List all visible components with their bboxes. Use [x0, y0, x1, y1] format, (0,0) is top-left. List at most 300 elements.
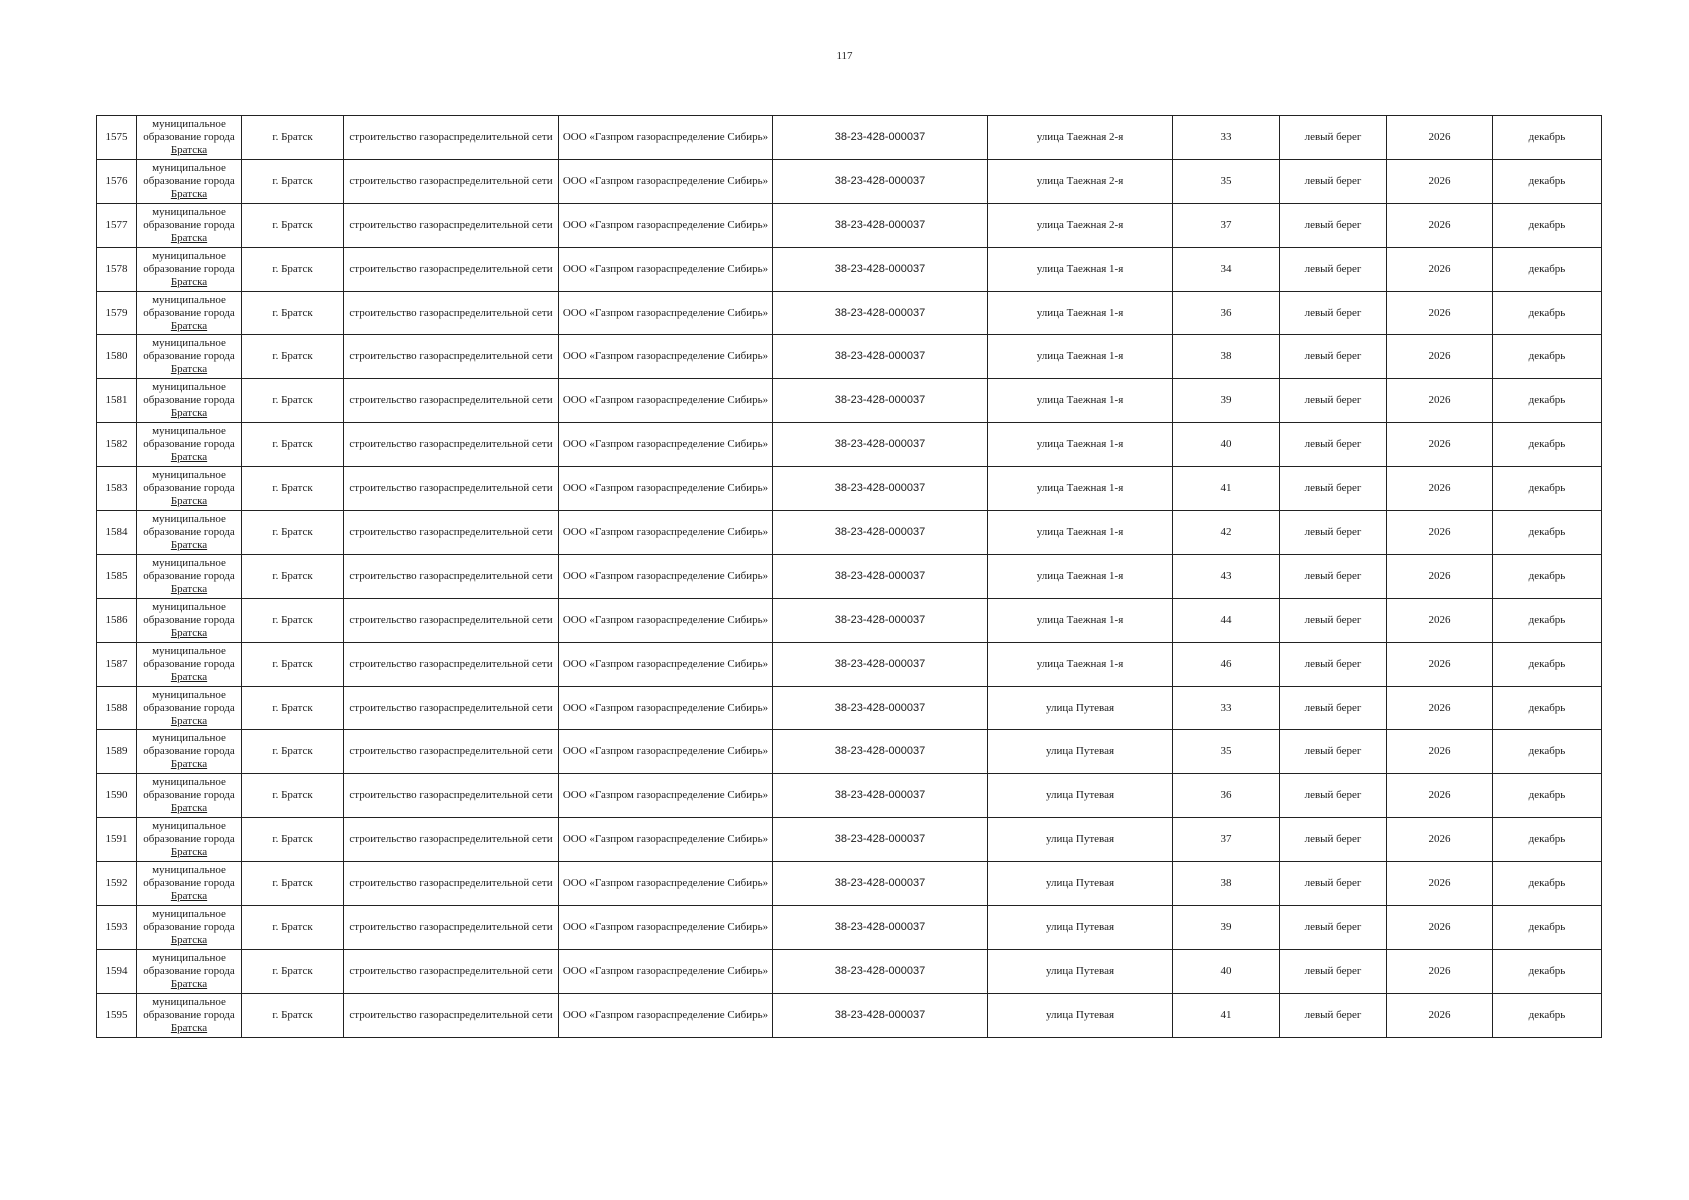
cadastral-number-cell: 38-23-428-000037 — [773, 247, 988, 291]
work-type-cell: строительство газораспределительной сети — [344, 598, 559, 642]
municipality-line: муниципальное — [152, 820, 226, 833]
municipality-line: Братска — [170, 407, 208, 420]
municipality-line: образование города — [143, 877, 235, 890]
month-cell: декабрь — [1493, 423, 1602, 467]
municipality-line: муниципальное — [152, 425, 226, 438]
house-number-cell: 46 — [1173, 642, 1280, 686]
municipality-line: образование города — [143, 394, 235, 407]
municipality-cell — [137, 686, 242, 730]
organization-cell: ООО «Газпром газораспределение Сибирь» — [559, 467, 773, 511]
river-bank-cell: левый берег — [1280, 379, 1387, 423]
municipality-line: муниципальное — [152, 951, 226, 964]
river-bank-cell: левый берег — [1280, 906, 1387, 950]
work-type-cell: строительство газораспределительной сети — [344, 906, 559, 950]
year-cell: 2026 — [1387, 993, 1493, 1037]
table-row — [97, 993, 1602, 1037]
year-cell: 2026 — [1387, 818, 1493, 862]
month-cell: декабрь — [1493, 642, 1602, 686]
municipality-line: образование города — [143, 262, 235, 275]
work-type-cell: строительство газораспределительной сети — [344, 686, 559, 730]
house-number-cell: 39 — [1173, 379, 1280, 423]
city-cell: г. Братск — [242, 423, 344, 467]
street-cell: улица Путевая — [988, 993, 1173, 1037]
street-cell: улица Таежная 1-я — [988, 379, 1173, 423]
organization-cell: ООО «Газпром газораспределение Сибирь» — [559, 730, 773, 774]
municipality-line: муниципальное — [152, 117, 226, 130]
street-cell: улица Путевая — [988, 862, 1173, 906]
street-cell: улица Путевая — [988, 906, 1173, 950]
month-cell: декабрь — [1493, 906, 1602, 950]
city-cell: г. Братск — [242, 116, 344, 160]
year-cell: 2026 — [1387, 554, 1493, 598]
city-cell: г. Братск — [242, 554, 344, 598]
house-number-cell: 42 — [1173, 511, 1280, 555]
river-bank-cell: левый берег — [1280, 818, 1387, 862]
municipality-cell — [137, 554, 242, 598]
month-cell: декабрь — [1493, 598, 1602, 642]
municipality-line: образование города — [143, 701, 235, 714]
street-cell: улица Таежная 1-я — [988, 247, 1173, 291]
table-row — [97, 862, 1602, 906]
street-cell: улица Путевая — [988, 730, 1173, 774]
table-row — [97, 949, 1602, 993]
row-number-cell: 1575 — [97, 116, 137, 160]
city-cell: г. Братск — [242, 818, 344, 862]
row-number-cell: 1578 — [97, 247, 137, 291]
municipality-line: Братска — [170, 846, 208, 859]
table-row — [97, 335, 1602, 379]
municipality-line: образование города — [143, 525, 235, 538]
river-bank-cell: левый берег — [1280, 949, 1387, 993]
work-type-cell: строительство газораспределительной сети — [344, 116, 559, 160]
work-type-cell: строительство газораспределительной сети — [344, 862, 559, 906]
municipality-cell — [137, 906, 242, 950]
work-type-cell: строительство газораспределительной сети — [344, 554, 559, 598]
municipality-line: муниципальное — [152, 644, 226, 657]
city-cell: г. Братск — [242, 686, 344, 730]
year-cell: 2026 — [1387, 862, 1493, 906]
municipality-line: муниципальное — [152, 469, 226, 482]
municipality-cell — [137, 423, 242, 467]
city-cell: г. Братск — [242, 774, 344, 818]
row-number-cell: 1589 — [97, 730, 137, 774]
organization-cell: ООО «Газпром газораспределение Сибирь» — [559, 379, 773, 423]
table-row — [97, 774, 1602, 818]
municipality-line: муниципальное — [152, 249, 226, 262]
municipality-line: образование города — [143, 745, 235, 758]
city-cell: г. Братск — [242, 203, 344, 247]
cadastral-number-cell: 38-23-428-000037 — [773, 335, 988, 379]
cadastral-number-cell: 38-23-428-000037 — [773, 730, 988, 774]
house-number-cell: 44 — [1173, 598, 1280, 642]
table-row — [97, 247, 1602, 291]
month-cell: декабрь — [1493, 291, 1602, 335]
organization-cell: ООО «Газпром газораспределение Сибирь» — [559, 993, 773, 1037]
municipality-cell — [137, 818, 242, 862]
month-cell: декабрь — [1493, 554, 1602, 598]
municipality-line: Братска — [170, 714, 208, 727]
house-number-cell: 35 — [1173, 159, 1280, 203]
month-cell: декабрь — [1493, 247, 1602, 291]
organization-cell: ООО «Газпром газораспределение Сибирь» — [559, 159, 773, 203]
work-type-cell: строительство газораспределительной сети — [344, 247, 559, 291]
municipality-line: муниципальное — [152, 293, 226, 306]
municipality-line: образование города — [143, 438, 235, 451]
table-row — [97, 554, 1602, 598]
municipality-line: Братска — [170, 890, 208, 903]
row-number-cell: 1577 — [97, 203, 137, 247]
river-bank-cell: левый берег — [1280, 159, 1387, 203]
municipality-line: Братска — [170, 319, 208, 332]
municipality-cell — [137, 774, 242, 818]
registry-body — [97, 116, 1602, 1038]
row-number-cell: 1585 — [97, 554, 137, 598]
river-bank-cell: левый берег — [1280, 423, 1387, 467]
table-row — [97, 203, 1602, 247]
year-cell: 2026 — [1387, 467, 1493, 511]
cadastral-number-cell: 38-23-428-000037 — [773, 159, 988, 203]
organization-cell: ООО «Газпром газораспределение Сибирь» — [559, 642, 773, 686]
municipality-cell — [137, 203, 242, 247]
year-cell: 2026 — [1387, 159, 1493, 203]
city-cell: г. Братск — [242, 291, 344, 335]
river-bank-cell: левый берег — [1280, 730, 1387, 774]
municipality-line: муниципальное — [152, 995, 226, 1008]
row-number-cell: 1580 — [97, 335, 137, 379]
cadastral-number-cell: 38-23-428-000037 — [773, 818, 988, 862]
municipality-cell — [137, 379, 242, 423]
cadastral-number-cell: 38-23-428-000037 — [773, 598, 988, 642]
municipality-cell — [137, 598, 242, 642]
month-cell: декабрь — [1493, 818, 1602, 862]
municipality-line: Братска — [170, 187, 208, 200]
river-bank-cell: левый берег — [1280, 335, 1387, 379]
river-bank-cell: левый берег — [1280, 291, 1387, 335]
river-bank-cell: левый берег — [1280, 554, 1387, 598]
month-cell: декабрь — [1493, 467, 1602, 511]
work-type-cell: строительство газораспределительной сети — [344, 423, 559, 467]
street-cell: улица Таежная 1-я — [988, 335, 1173, 379]
street-cell: улица Таежная 1-я — [988, 554, 1173, 598]
river-bank-cell: левый берег — [1280, 598, 1387, 642]
row-number-cell: 1579 — [97, 291, 137, 335]
cadastral-number-cell: 38-23-428-000037 — [773, 686, 988, 730]
table-row — [97, 642, 1602, 686]
municipality-line: Братска — [170, 363, 208, 376]
cadastral-number-cell: 38-23-428-000037 — [773, 116, 988, 160]
municipality-line: образование города — [143, 350, 235, 363]
house-number-cell: 35 — [1173, 730, 1280, 774]
municipality-cell — [137, 159, 242, 203]
registry-table — [96, 115, 1602, 1038]
month-cell: декабрь — [1493, 993, 1602, 1037]
work-type-cell: строительство газораспределительной сети — [344, 467, 559, 511]
organization-cell: ООО «Газпром газораспределение Сибирь» — [559, 247, 773, 291]
row-number-cell: 1583 — [97, 467, 137, 511]
river-bank-cell: левый берег — [1280, 993, 1387, 1037]
street-cell: улица Таежная 1-я — [988, 511, 1173, 555]
month-cell: декабрь — [1493, 862, 1602, 906]
row-number-cell: 1590 — [97, 774, 137, 818]
municipality-cell — [137, 116, 242, 160]
year-cell: 2026 — [1387, 423, 1493, 467]
work-type-cell: строительство газораспределительной сети — [344, 642, 559, 686]
row-number-cell: 1584 — [97, 511, 137, 555]
street-cell: улица Таежная 1-я — [988, 598, 1173, 642]
city-cell: г. Братск — [242, 511, 344, 555]
work-type-cell: строительство газораспределительной сети — [344, 203, 559, 247]
street-cell: улица Путевая — [988, 774, 1173, 818]
row-number-cell: 1595 — [97, 993, 137, 1037]
organization-cell: ООО «Газпром газораспределение Сибирь» — [559, 423, 773, 467]
cadastral-number-cell: 38-23-428-000037 — [773, 949, 988, 993]
page-number: 117 — [836, 50, 853, 62]
river-bank-cell: левый берег — [1280, 511, 1387, 555]
organization-cell: ООО «Газпром газораспределение Сибирь» — [559, 116, 773, 160]
table-row — [97, 818, 1602, 862]
house-number-cell: 41 — [1173, 467, 1280, 511]
house-number-cell: 41 — [1173, 993, 1280, 1037]
table-row — [97, 467, 1602, 511]
city-cell: г. Братск — [242, 598, 344, 642]
row-number-cell: 1576 — [97, 159, 137, 203]
house-number-cell: 33 — [1173, 686, 1280, 730]
year-cell: 2026 — [1387, 335, 1493, 379]
street-cell: улица Путевая — [988, 949, 1173, 993]
house-number-cell: 43 — [1173, 554, 1280, 598]
month-cell: декабрь — [1493, 686, 1602, 730]
municipality-line: Братска — [170, 933, 208, 946]
house-number-cell: 33 — [1173, 116, 1280, 160]
organization-cell: ООО «Газпром газораспределение Сибирь» — [559, 906, 773, 950]
year-cell: 2026 — [1387, 730, 1493, 774]
city-cell: г. Братск — [242, 906, 344, 950]
city-cell: г. Братск — [242, 949, 344, 993]
house-number-cell: 40 — [1173, 949, 1280, 993]
municipality-cell — [137, 862, 242, 906]
municipality-line: образование города — [143, 1008, 235, 1021]
municipality-line: муниципальное — [152, 688, 226, 701]
year-cell: 2026 — [1387, 774, 1493, 818]
street-cell: улица Таежная 1-я — [988, 291, 1173, 335]
municipality-line: образование города — [143, 964, 235, 977]
municipality-line: образование города — [143, 657, 235, 670]
municipality-cell — [137, 467, 242, 511]
month-cell: декабрь — [1493, 379, 1602, 423]
municipality-line: Братска — [170, 758, 208, 771]
year-cell: 2026 — [1387, 949, 1493, 993]
municipality-line: Братска — [170, 538, 208, 551]
municipality-line: муниципальное — [152, 776, 226, 789]
city-cell: г. Братск — [242, 247, 344, 291]
table-row — [97, 906, 1602, 950]
cadastral-number-cell: 38-23-428-000037 — [773, 993, 988, 1037]
table-row — [97, 291, 1602, 335]
municipality-line: Братска — [170, 231, 208, 244]
municipality-line: образование города — [143, 482, 235, 495]
work-type-cell: строительство газораспределительной сети — [344, 818, 559, 862]
street-cell: улица Таежная 2-я — [988, 116, 1173, 160]
municipality-line: Братска — [170, 670, 208, 683]
month-cell: декабрь — [1493, 335, 1602, 379]
river-bank-cell: левый берег — [1280, 686, 1387, 730]
month-cell: декабрь — [1493, 511, 1602, 555]
year-cell: 2026 — [1387, 598, 1493, 642]
row-number-cell: 1586 — [97, 598, 137, 642]
house-number-cell: 38 — [1173, 862, 1280, 906]
cadastral-number-cell: 38-23-428-000037 — [773, 379, 988, 423]
municipality-line: образование города — [143, 920, 235, 933]
river-bank-cell: левый берег — [1280, 642, 1387, 686]
municipality-line: образование города — [143, 789, 235, 802]
municipality-line: муниципальное — [152, 381, 226, 394]
work-type-cell: строительство газораспределительной сети — [344, 774, 559, 818]
municipality-line: муниципальное — [152, 161, 226, 174]
street-cell: улица Путевая — [988, 818, 1173, 862]
cadastral-number-cell: 38-23-428-000037 — [773, 203, 988, 247]
year-cell: 2026 — [1387, 247, 1493, 291]
municipality-line: образование города — [143, 306, 235, 319]
cadastral-number-cell: 38-23-428-000037 — [773, 554, 988, 598]
year-cell: 2026 — [1387, 686, 1493, 730]
municipality-line: образование города — [143, 130, 235, 143]
work-type-cell: строительство газораспределительной сети — [344, 949, 559, 993]
year-cell: 2026 — [1387, 642, 1493, 686]
row-number-cell: 1582 — [97, 423, 137, 467]
municipality-line: муниципальное — [152, 600, 226, 613]
street-cell: улица Таежная 1-я — [988, 467, 1173, 511]
row-number-cell: 1581 — [97, 379, 137, 423]
municipality-line: Братска — [170, 275, 208, 288]
municipality-line: Братска — [170, 977, 208, 990]
municipality-line: образование города — [143, 833, 235, 846]
organization-cell: ООО «Газпром газораспределение Сибирь» — [559, 686, 773, 730]
municipality-line: Братска — [170, 582, 208, 595]
city-cell: г. Братск — [242, 379, 344, 423]
month-cell: декабрь — [1493, 116, 1602, 160]
table-row — [97, 159, 1602, 203]
municipality-line: Братска — [170, 143, 208, 156]
street-cell: улица Таежная 1-я — [988, 642, 1173, 686]
city-cell: г. Братск — [242, 642, 344, 686]
organization-cell: ООО «Газпром газораспределение Сибирь» — [559, 598, 773, 642]
house-number-cell: 36 — [1173, 774, 1280, 818]
month-cell: декабрь — [1493, 774, 1602, 818]
river-bank-cell: левый берег — [1280, 862, 1387, 906]
year-cell: 2026 — [1387, 511, 1493, 555]
cadastral-number-cell: 38-23-428-000037 — [773, 423, 988, 467]
work-type-cell: строительство газораспределительной сети — [344, 159, 559, 203]
municipality-line: муниципальное — [152, 512, 226, 525]
cadastral-number-cell: 38-23-428-000037 — [773, 467, 988, 511]
municipality-cell — [137, 511, 242, 555]
organization-cell: ООО «Газпром газораспределение Сибирь» — [559, 949, 773, 993]
work-type-cell: строительство газораспределительной сети — [344, 335, 559, 379]
municipality-cell — [137, 247, 242, 291]
city-cell: г. Братск — [242, 862, 344, 906]
house-number-cell: 39 — [1173, 906, 1280, 950]
table-row — [97, 730, 1602, 774]
month-cell: декабрь — [1493, 949, 1602, 993]
organization-cell: ООО «Газпром газораспределение Сибирь» — [559, 511, 773, 555]
year-cell: 2026 — [1387, 116, 1493, 160]
cadastral-number-cell: 38-23-428-000037 — [773, 511, 988, 555]
house-number-cell: 37 — [1173, 818, 1280, 862]
city-cell: г. Братск — [242, 335, 344, 379]
municipality-line: Братска — [170, 802, 208, 815]
cadastral-number-cell: 38-23-428-000037 — [773, 291, 988, 335]
river-bank-cell: левый берег — [1280, 247, 1387, 291]
organization-cell: ООО «Газпром газораспределение Сибирь» — [559, 203, 773, 247]
table-row — [97, 423, 1602, 467]
work-type-cell: строительство газораспределительной сети — [344, 730, 559, 774]
municipality-cell — [137, 730, 242, 774]
municipality-line: образование города — [143, 174, 235, 187]
municipality-cell — [137, 291, 242, 335]
organization-cell: ООО «Газпром газораспределение Сибирь» — [559, 862, 773, 906]
municipality-line: муниципальное — [152, 205, 226, 218]
river-bank-cell: левый берег — [1280, 116, 1387, 160]
house-number-cell: 37 — [1173, 203, 1280, 247]
row-number-cell: 1591 — [97, 818, 137, 862]
municipality-line: Братска — [170, 1021, 208, 1034]
street-cell: улица Таежная 2-я — [988, 159, 1173, 203]
municipality-line: муниципальное — [152, 337, 226, 350]
year-cell: 2026 — [1387, 379, 1493, 423]
street-cell: улица Путевая — [988, 686, 1173, 730]
table-row — [97, 598, 1602, 642]
river-bank-cell: левый берег — [1280, 203, 1387, 247]
municipality-line: образование города — [143, 569, 235, 582]
organization-cell: ООО «Газпром газораспределение Сибирь» — [559, 335, 773, 379]
work-type-cell: строительство газораспределительной сети — [344, 291, 559, 335]
row-number-cell: 1594 — [97, 949, 137, 993]
municipality-cell — [137, 642, 242, 686]
house-number-cell: 36 — [1173, 291, 1280, 335]
row-number-cell: 1587 — [97, 642, 137, 686]
municipality-line: Братска — [170, 626, 208, 639]
year-cell: 2026 — [1387, 203, 1493, 247]
organization-cell: ООО «Газпром газораспределение Сибирь» — [559, 554, 773, 598]
month-cell: декабрь — [1493, 730, 1602, 774]
municipality-line: муниципальное — [152, 907, 226, 920]
city-cell: г. Братск — [242, 467, 344, 511]
street-cell: улица Таежная 1-я — [988, 423, 1173, 467]
month-cell: декабрь — [1493, 203, 1602, 247]
table-row — [97, 379, 1602, 423]
municipality-cell — [137, 949, 242, 993]
organization-cell: ООО «Газпром газораспределение Сибирь» — [559, 291, 773, 335]
cadastral-number-cell: 38-23-428-000037 — [773, 642, 988, 686]
street-cell: улица Таежная 2-я — [988, 203, 1173, 247]
cadastral-number-cell: 38-23-428-000037 — [773, 774, 988, 818]
municipality-line: образование города — [143, 613, 235, 626]
municipality-line: Братска — [170, 495, 208, 508]
municipality-line: муниципальное — [152, 732, 226, 745]
municipality-line: муниципальное — [152, 556, 226, 569]
river-bank-cell: левый берег — [1280, 467, 1387, 511]
municipality-line: образование города — [143, 218, 235, 231]
work-type-cell: строительство газораспределительной сети — [344, 993, 559, 1037]
house-number-cell: 40 — [1173, 423, 1280, 467]
year-cell: 2026 — [1387, 906, 1493, 950]
organization-cell: ООО «Газпром газораспределение Сибирь» — [559, 774, 773, 818]
table-row — [97, 511, 1602, 555]
month-cell: декабрь — [1493, 159, 1602, 203]
work-type-cell: строительство газораспределительной сети — [344, 379, 559, 423]
city-cell: г. Братск — [242, 730, 344, 774]
table-row — [97, 686, 1602, 730]
